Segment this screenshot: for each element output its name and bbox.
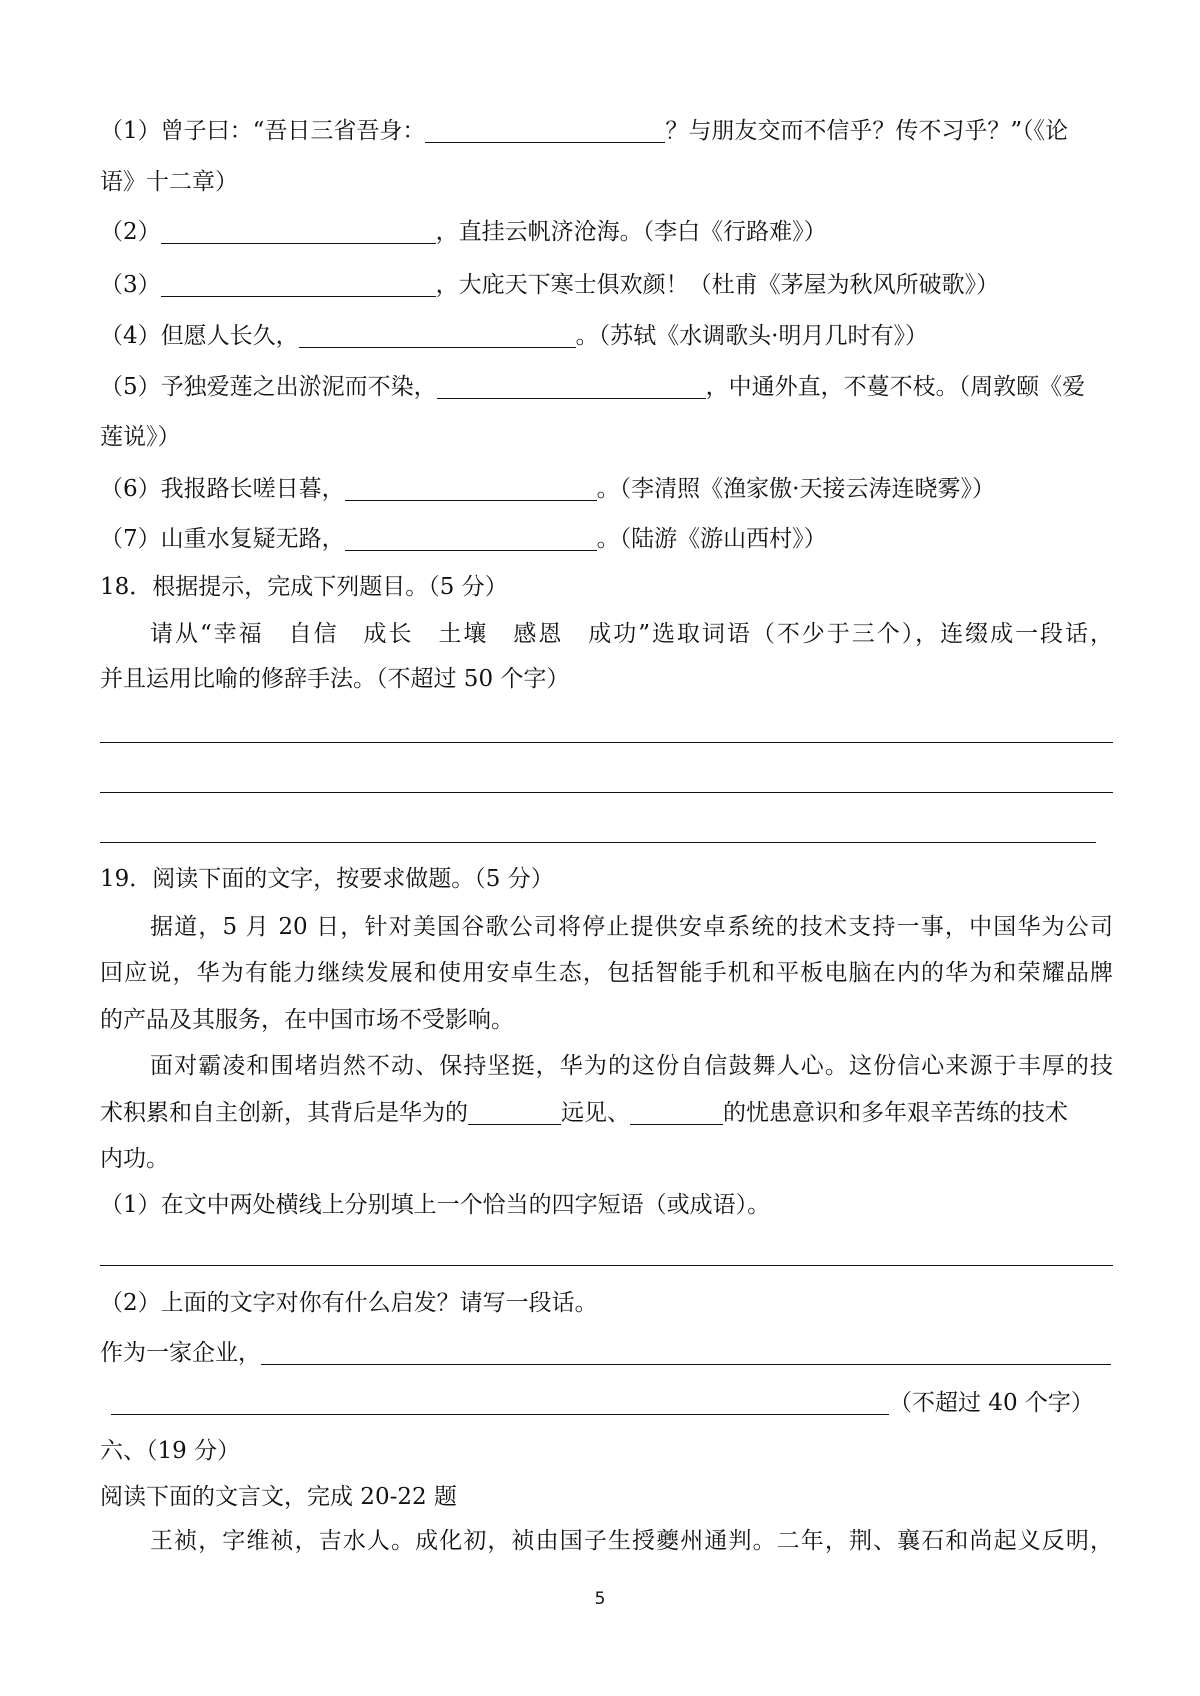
answer-blank	[299, 347, 576, 348]
recitation-item-7	[100, 524, 827, 554]
recitation-item-1	[100, 116, 1068, 146]
answer-blank	[261, 1364, 1111, 1365]
answer-start-text: 作为一家企业，	[100, 1340, 261, 1366]
passage-line: 回应说，华为有能力继续发展和使用安卓生态，包括智能手机和平板电脑在内的华为和荣耀品牌	[100, 960, 1113, 986]
section-6-instruction: 阅读下面的文言文，完成 20-22 题	[100, 1484, 457, 1510]
item-text-before: （2）	[100, 219, 161, 245]
answer-blank	[345, 500, 597, 501]
item-text-before: （3）	[100, 272, 161, 298]
sub-question-1: （1）在文中两处横线上分别填上一个恰当的四字短语（或成语）。	[100, 1192, 771, 1218]
passage-text: 术积累和自主创新，其背后是华为的	[100, 1100, 468, 1126]
question-18-prompt-line: 请从“幸福 自信 成长 土壤 感恩 成功”选取词语（不少于三个），连缀成一段话，	[150, 621, 1113, 647]
answer-blank	[161, 296, 436, 297]
answer-blank	[425, 142, 665, 143]
item-text-after: ，中通外直，不蔓不枝。（周敦颐《爱	[705, 374, 1086, 400]
recitation-item-4	[100, 321, 928, 351]
item-text-after: ，大庇天下寒士俱欢颜！（杜甫《茅屋为秋风所破歌》）	[435, 272, 1000, 298]
item-text-after: ，直挂云帆济沧海。（李白《行路难》）	[435, 219, 827, 245]
recitation-item-6	[100, 474, 995, 504]
passage-line: 据道，5 月 20 日，针对美国谷歌公司将停止提供安卓系统的技术支持一事，中国华为公司	[150, 914, 1113, 940]
recitation-item-2	[100, 217, 827, 247]
page-number: 5	[594, 1589, 606, 1609]
answer-line	[100, 742, 1113, 743]
item-text-before: （6）我报路长嗟日暮，	[100, 476, 345, 502]
item-text-before: （5）予独爱莲之出淤泥而不染，	[100, 374, 437, 400]
answer-line	[100, 792, 1113, 793]
answer-blank	[345, 550, 597, 551]
recitation-item-5	[100, 372, 1085, 402]
passage-text: 远见、	[561, 1100, 630, 1126]
word-limit-note: （不超过 40 个字）	[889, 1390, 1094, 1416]
answer-continue-line	[111, 1388, 1094, 1418]
item-text-before: （1）曾子曰：“吾日三省吾身：	[100, 118, 426, 144]
answer-blank	[437, 398, 706, 399]
classical-passage-line: 王祯，字维祯，吉水人。成化初，祯由国子生授夔州通判。二年，荆、襄石和尚起义反明，	[150, 1528, 1113, 1554]
recitation-item-1-continued: 语》十二章）	[100, 169, 238, 195]
section-6-heading: 六、（19 分）	[100, 1438, 241, 1464]
recitation-item-3	[100, 270, 999, 300]
recitation-item-5-continued: 莲说》）	[100, 424, 181, 450]
answer-start-line	[100, 1338, 1111, 1368]
passage-line: 内功。	[100, 1146, 169, 1172]
item-text-after: 。（李清照《渔家傲·天接云涛连晓雾》）	[596, 476, 995, 502]
question-18-heading: 18．根据提示，完成下列题目。（5 分）	[100, 574, 508, 600]
item-text-before: （7）山重水复疑无路，	[100, 526, 345, 552]
answer-line	[100, 842, 1096, 843]
item-text-after: 。（苏轼《水调歌头·明月几时有》）	[575, 323, 928, 349]
question-19-heading: 19．阅读下面的文字，按要求做题。（5 分）	[100, 866, 554, 892]
passage-line: 的产品及其服务，在中国市场不受影响。	[100, 1007, 514, 1033]
answer-blank	[161, 243, 436, 244]
item-text-after: 。（陆游《游山西村》）	[596, 526, 827, 552]
item-text-after: ？与朋友交而不信乎？传不习乎？”（《论	[665, 118, 1069, 144]
answer-line	[100, 1265, 1113, 1266]
item-text-before: （4）但愿人长久，	[100, 323, 299, 349]
sub-question-2: （2）上面的文字对你有什么启发？请写一段话。	[100, 1290, 598, 1316]
answer-blank	[630, 1124, 723, 1125]
answer-blank	[111, 1414, 889, 1415]
question-18-prompt-line: 并且运用比喻的修辞手法。（不超过 50 个字）	[100, 666, 570, 692]
passage-line: 面对霸凌和围堵岿然不动、保持坚挺，华为的这份自信鼓舞人心。这份信心来源于丰厚的技	[150, 1053, 1113, 1079]
answer-blank	[468, 1124, 561, 1125]
passage-blank-line	[100, 1098, 1068, 1128]
passage-text: 的忧患意识和多年艰辛苦练的技术	[723, 1100, 1068, 1126]
